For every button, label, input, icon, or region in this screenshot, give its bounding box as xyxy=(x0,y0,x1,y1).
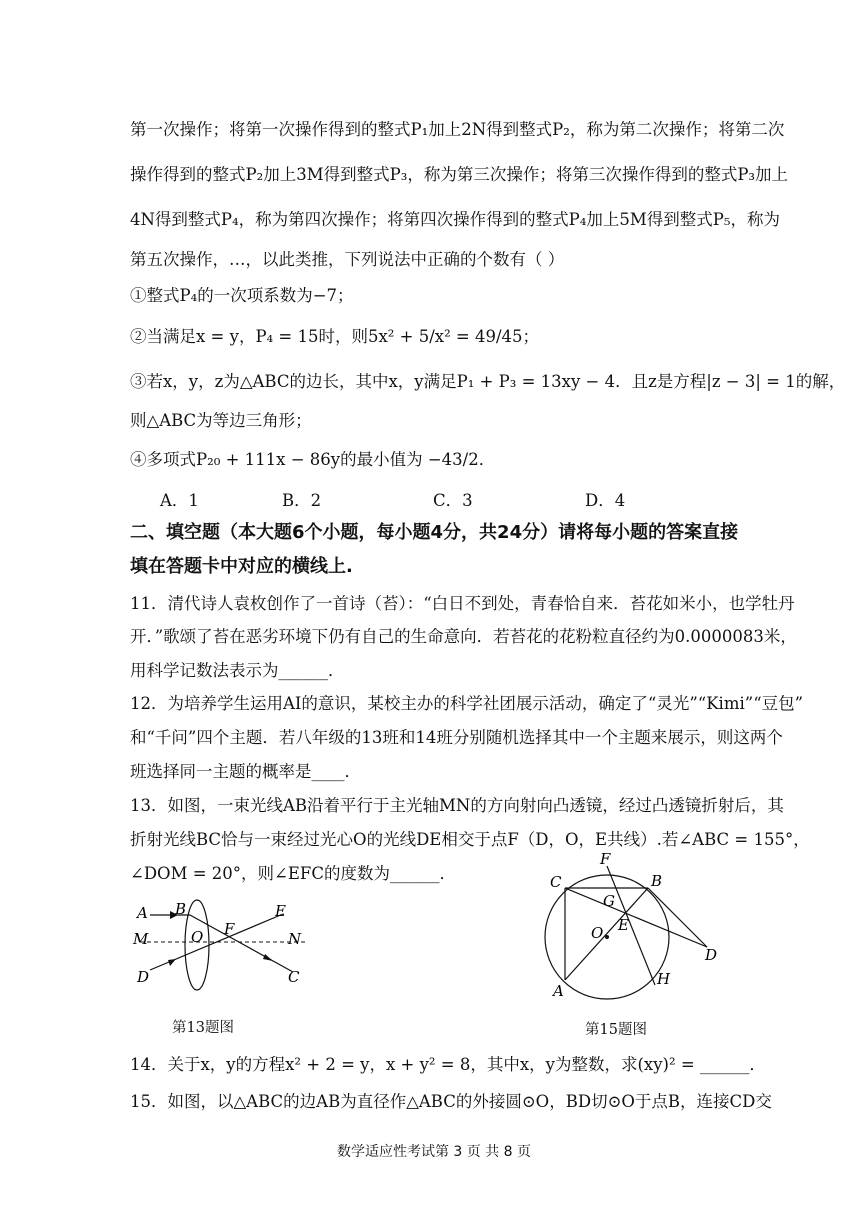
figure-13-caption: 第13题图 xyxy=(172,1020,234,1036)
statement-3-line-1: ③若x，y，z为△ABC的边长，其中x，y满足P₁ + P₃ = 13xy − 4．且z是方程|z − 3| = 1的解， xyxy=(130,372,846,391)
statement-1: ①整式P₄的一次项系数为−7； xyxy=(130,286,354,305)
label-e: E xyxy=(618,916,629,934)
label-c: C xyxy=(550,873,562,891)
label-o: O xyxy=(591,924,604,942)
q11-line-3: 用科学记数法表示为______． xyxy=(130,661,345,680)
q10-line-3: 4N得到整式P₄，称为第四次操作；将第四次操作得到的整式P₄加上5M得到整式P₅，称为 xyxy=(130,210,780,229)
label-a: A xyxy=(137,904,148,922)
label-d: D xyxy=(705,946,718,964)
option-a: A．1 xyxy=(160,491,199,510)
statement-4: ④多项式P₂₀ + 111x − 86y的最小值为 −43/2． xyxy=(130,450,496,469)
label-b: B xyxy=(651,872,663,890)
label-b: B xyxy=(175,900,187,918)
q10-line-2: 操作得到的整式P₂加上3M得到整式P₃，称为第三次操作；将第三次操作得到的整式P₃加上 xyxy=(130,165,789,184)
q12-line-3: 班选择同一主题的概率是____． xyxy=(130,762,361,781)
option-c: C．3 xyxy=(433,491,473,510)
section-heading-line-2: 填在答题卡中对应的横线上. xyxy=(130,556,353,577)
statement-2: ②当满足x = y，P₄ = 15时，则5x² + 5/x² = 49/45； xyxy=(130,327,540,346)
q12-line-1: 12．为培养学生运用AI的意识，某校主办的科学社团展示活动，确定了“灵光”“Kimi”“豆包” xyxy=(130,694,804,713)
option-b: B．2 xyxy=(282,491,322,510)
arrow-bc xyxy=(263,954,273,961)
figure-15-circle-diagram xyxy=(535,852,735,1012)
q13-line-2: 折射光线BC恰与一束经过光心O的光线DE相交于点F（D，O，E共线）.若∠ABC = 155°， xyxy=(130,830,810,849)
statement-3-line-2: 则△ABC为等边三角形； xyxy=(130,411,312,430)
label-a: A xyxy=(553,982,564,1000)
figure-15-caption: 第15题图 xyxy=(585,1022,647,1038)
label-h: H xyxy=(657,970,671,988)
label-n: N xyxy=(288,930,302,948)
label-f: F xyxy=(224,920,235,938)
ray-bc xyxy=(190,915,293,972)
q10-line-4: 第五次操作，…，以此类推，下列说法中正确的个数有（ ） xyxy=(130,250,565,269)
section-heading-line-1: 二、填空题（本大题6个小题，每小题4分，共24分）请将每小题的答案直接 xyxy=(130,522,739,543)
center-dot xyxy=(605,935,609,939)
q12-line-2: 和“千问”四个主题．若八年级的13班和14班分别随机选择其中一个主题来展示，则这两个 xyxy=(130,728,783,747)
label-d: D xyxy=(137,968,150,986)
q13-line-3: ∠DOM = 20°，则∠EFC的度数为______． xyxy=(130,864,456,883)
page-footer: 数学适应性考试第 3 页 共 8 页 xyxy=(336,1144,532,1160)
label-e: E xyxy=(275,902,286,920)
label-m: M xyxy=(133,930,149,948)
q11-line-2: 开．”歌颂了苔在恶劣环境下仍有自己的生命意向．若苔花的花粉粒直径约为0.0000083米， xyxy=(130,627,797,646)
label-g: G xyxy=(603,892,615,910)
q15-line: 15．如图，以△ABC的边AB为直径作△ABC的外接圆⊙O，BD切⊙O于点B，连接CD交 xyxy=(130,1092,772,1111)
q10-line-1: 第一次操作；将第一次操作得到的整式P₁加上2N得到整式P₂，称为第二次操作；将第二次 xyxy=(130,120,785,139)
q13-line-1: 13．如图，一束光线AB沿着平行于主光轴MN的方向射向凸透镜，经过凸透镜折射后，其 xyxy=(130,796,784,815)
segment-bd xyxy=(648,888,707,947)
q11-line-1: 11．清代诗人袁枚创作了一首诗（苔）：“白日不到处，青春恰自来．苔花如米小，也学牡丹 xyxy=(130,594,795,613)
figure-13-lens-diagram xyxy=(125,890,325,1000)
label-o: O xyxy=(191,928,204,946)
label-c: C xyxy=(288,968,300,986)
option-d: D．4 xyxy=(585,491,626,510)
label-f: F xyxy=(600,852,611,868)
arrow-de xyxy=(168,959,176,966)
q14-line: 14．关于x，y的方程x² + 2 = y，x + y² = 8，其中x，y为整数，求(xy)² = ______． xyxy=(130,1055,766,1074)
